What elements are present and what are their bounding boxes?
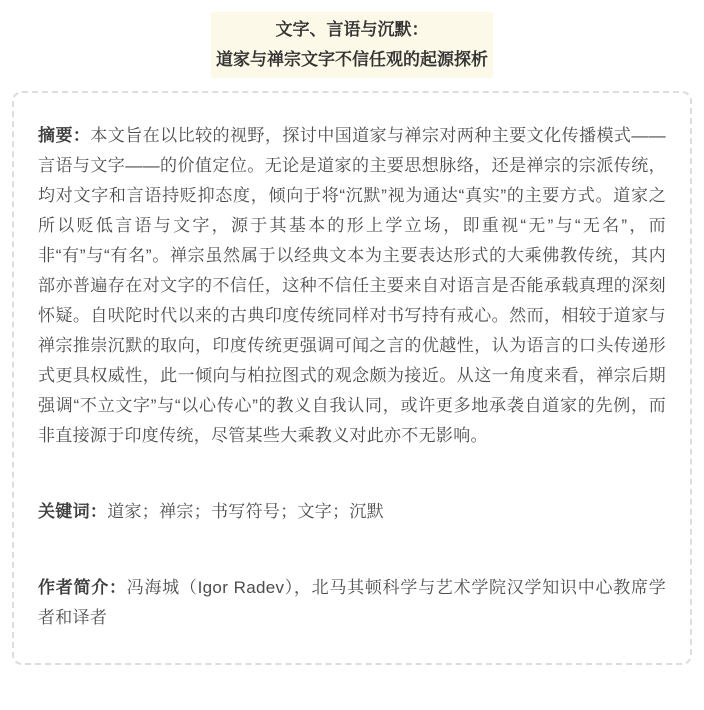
keywords-line xyxy=(38,497,666,527)
paper-title xyxy=(211,12,493,78)
keywords-label: 关键词： xyxy=(38,502,108,521)
author-bio-label: 作者简介： xyxy=(38,578,127,597)
abstract-label: 摘要： xyxy=(38,126,91,145)
abstract-text: 本文旨在以比较的视野，探讨中国道家与禅宗对两种主要文化传播模式——言语与文字——的价值定位。无论是道家的主要思想脉络，还是禅宗的宗派传统，均对文字和言语持贬抑态度，倾向于将“沉默”视为通达“真实”的主要方式。道家之所以贬低言语与文字，源于其基本的形上学立场，即重视“无”与“无名”，而非“有”与“有名”。禅宗虽然属于以经典文本为主要表达形式的大乘佛教传统，其内部亦普遍存在对文字的不信任，这种不信任主要来自对语言是否能承载真理的深刻怀疑。自吠陀时代以来的古典印度传统同样对书写持有戒心。然而，相较于道家与禅宗推崇沉默的取向，印度传统更强调可闻之言的优越性，认为语言的口头传递形式更具权威性，此一倾向与柏拉图式的观念颇为接近。从这一角度来看，禅宗后期强调“不立文字”与“以心传心”的教义自我认同，或许更多地承袭自道家的先例，而非直接源于印度传统，尽管某些大乘教义对此亦不无影响。 xyxy=(38,126,666,445)
abstract-card xyxy=(12,91,692,665)
paper-title-line-2: 道家与禅宗文字不信任观的起源探析 xyxy=(216,50,488,69)
title-banner xyxy=(0,0,704,78)
keywords-text: 道家；禅宗；书写符号；文字；沉默 xyxy=(107,502,385,521)
paper-title-line-1: 文字、言语与沉默： xyxy=(275,20,429,39)
abstract-paragraph xyxy=(38,121,666,451)
author-bio-line xyxy=(38,573,666,633)
author-bio-text: 冯海城（Igor Radev），北马其顿科学与艺术学院汉学知识中心教席学者和译者 xyxy=(38,578,666,627)
